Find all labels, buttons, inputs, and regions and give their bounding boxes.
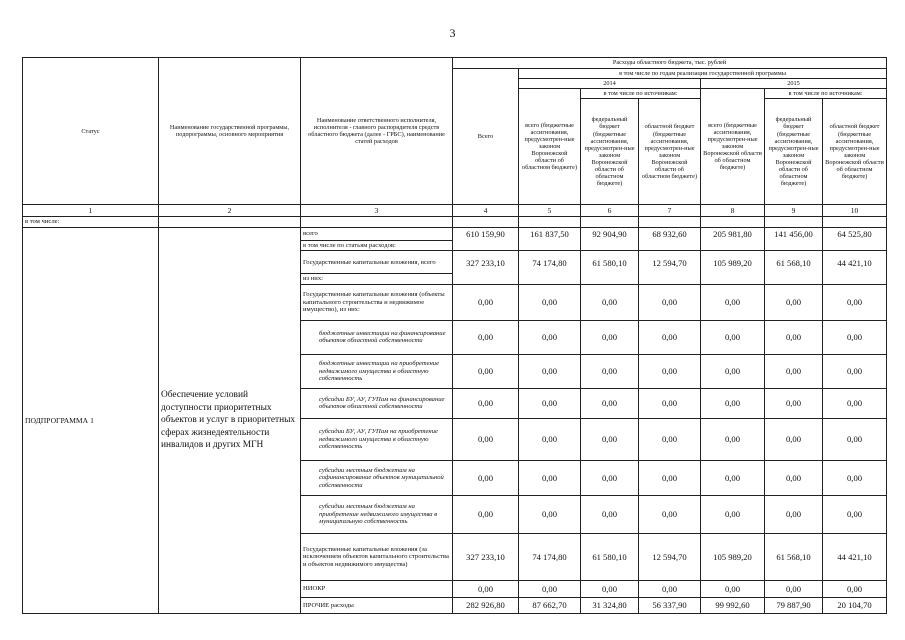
value-cell [823,240,887,251]
col-number: 8 [701,205,765,217]
in-total-row [23,217,887,228]
value-cell: 0,00 [639,284,701,320]
subprogram-name: Обеспечение условий доступности приоритетных объектов и услуг в приоритетных сферах жизнедеятельности инвалидов и других МГН [159,227,301,613]
value-cell: 0,00 [581,320,639,354]
value-cell [823,274,887,285]
value-cell: 64 525,80 [823,227,887,240]
value-cell: 0,00 [639,320,701,354]
value-cell: 0,00 [823,354,887,388]
expense-item-label: Государственные капитальные вложения (объекты капитального строительства и недвижимое имущество), из них: [301,284,453,320]
value-cell: 0,00 [823,460,887,495]
value-cell: 0,00 [765,460,823,495]
value-cell: 0,00 [701,460,765,495]
value-cell: 0,00 [823,320,887,354]
value-cell: 74 174,80 [519,533,581,580]
value-cell: 0,00 [765,284,823,320]
expense-item-label: субсидии БУ, АУ, ГУПам на приобретение недвижимого имущества в областную собственность [301,418,453,460]
value-cell: 327 233,10 [453,251,519,274]
col-number: 9 [765,205,823,217]
expense-item-label: НИОКР [301,580,453,597]
expense-item-label: всего [301,227,453,240]
value-cell: 0,00 [823,388,887,418]
value-cell: 0,00 [519,418,581,460]
header-2015-federal: федеральный бюджет (бюджетные ассигнования, предусмотрен-ные законом Воронежской области об областном бюджете) [765,99,823,205]
value-cell: 44 421,10 [823,533,887,580]
value-cell: 105 989,20 [701,533,765,580]
budget-table [22,57,887,614]
value-cell: 282 926,80 [453,597,519,613]
value-cell [701,240,765,251]
value-cell: 0,00 [765,495,823,533]
header-2015-regional: областной бюджет (бюджетные ассигнования, предусмотрен-ные законом Воронежской области об областном бюджете) [823,99,887,205]
value-cell: 0,00 [701,320,765,354]
header-total: Всего [453,69,519,205]
value-cell: 0,00 [823,418,887,460]
value-cell: 0,00 [701,580,765,597]
table-row [23,227,887,240]
value-cell: 105 989,20 [701,251,765,274]
value-cell: 205 981,80 [701,227,765,240]
value-cell: 74 174,80 [519,251,581,274]
value-cell: 20 104,70 [823,597,887,613]
col-number: 10 [823,205,887,217]
value-cell: 0,00 [453,284,519,320]
value-cell [581,274,639,285]
expense-item-label: из них: [301,274,453,285]
value-cell: 92 904,90 [581,227,639,240]
expense-item-label: в том числе по статьям расходов: [301,240,453,251]
page-number: 3 [449,26,456,40]
value-cell: 61 568,10 [765,533,823,580]
value-cell: 0,00 [639,495,701,533]
value-cell: 0,00 [581,495,639,533]
value-cell: 56 337,90 [639,597,701,613]
header-by-years: в том числе по годам реализации государственной программы [519,69,887,79]
col-number: 7 [639,205,701,217]
value-cell: 0,00 [701,418,765,460]
value-cell: 0,00 [519,320,581,354]
value-cell: 31 324,80 [581,597,639,613]
value-cell: 0,00 [519,495,581,533]
value-cell: 161 837,50 [519,227,581,240]
value-cell: 99 992,60 [701,597,765,613]
expense-item-label: субсидии БУ, АУ, ГУПам на финансирование объектов областной собственности [301,388,453,418]
value-cell: 0,00 [701,388,765,418]
value-cell: 0,00 [765,418,823,460]
value-cell [639,274,701,285]
value-cell: 87 662,70 [519,597,581,613]
value-cell [519,274,581,285]
value-cell: 0,00 [519,460,581,495]
value-cell: 0,00 [453,320,519,354]
value-cell: 0,00 [639,580,701,597]
header-expenses-title: Расходы областного бюджета, тыс. рублей [453,58,887,69]
value-cell: 0,00 [581,580,639,597]
value-cell: 12 594,70 [639,251,701,274]
header-executor: Наименование ответственного исполнителя, исполнителя - главного распорядителя средств областного бюджета (далее - ГРБС), наименование статей расходов [301,58,453,205]
header-2015-total: всего (бюджетные ассигнования, предусмотрен-ные законом Воронежской области об областном бюджете) [701,89,765,205]
header-2014-total: всего (бюджетные ассигнования, предусмотрен-ные законом Воронежской области об областном бюджете) [519,89,581,205]
value-cell: 0,00 [453,388,519,418]
value-cell: 0,00 [453,354,519,388]
value-cell [765,274,823,285]
col-number: 3 [301,205,453,217]
value-cell [765,240,823,251]
value-cell [453,240,519,251]
value-cell: 0,00 [519,284,581,320]
header-2015-sources: в том числе по источникам: [765,89,887,99]
value-cell: 0,00 [701,354,765,388]
header-2014-regional: областной бюджет (бюджетные ассигнования, предусмотрен-ные законом Воронежской области об областном бюджете) [639,99,701,205]
col-number: 4 [453,205,519,217]
value-cell: 44 421,10 [823,251,887,274]
value-cell: 0,00 [639,388,701,418]
value-cell: 610 159,90 [453,227,519,240]
col-number: 2 [159,205,301,217]
header-2014-sources: в том числе по источникам: [581,89,701,99]
column-numbers-row [23,205,887,217]
value-cell: 0,00 [639,460,701,495]
value-cell: 0,00 [823,284,887,320]
value-cell: 0,00 [519,354,581,388]
value-cell: 0,00 [581,460,639,495]
value-cell: 0,00 [765,320,823,354]
value-cell: 61 568,10 [765,251,823,274]
value-cell [701,274,765,285]
col-number: 1 [23,205,159,217]
header-2014-federal: федеральный бюджет (бюджетные ассигнования, предусмотрен-ные законом Воронежской области об областном бюджете) [581,99,639,205]
value-cell: 0,00 [765,388,823,418]
header-status: Статус [23,58,159,205]
in-total-label: в том числе: [23,217,159,228]
col-number: 6 [581,205,639,217]
expense-item-label: ПРОЧИЕ расходы [301,597,453,613]
value-cell: 0,00 [639,354,701,388]
header-program-name: Наименование государственной программы, подпрограммы, основного мероприятия [159,58,301,205]
value-cell: 0,00 [639,418,701,460]
subprogram-status: ПОДПРОГРАММА 1 [23,227,159,613]
value-cell: 0,00 [581,418,639,460]
value-cell: 0,00 [519,388,581,418]
value-cell: 0,00 [701,495,765,533]
value-cell [519,240,581,251]
expense-item-label: Государственные капитальные вложения (за исключением объектов капитального строительства и объектов недвижимого имущества) [301,533,453,580]
header-year-2015: 2015 [701,79,887,89]
value-cell: 0,00 [453,418,519,460]
value-cell: 0,00 [765,354,823,388]
value-cell [581,240,639,251]
value-cell: 68 932,60 [639,227,701,240]
expense-item-label: субсидии местным бюджетам на приобретение недвижимого имущества в муниципальную собственность [301,495,453,533]
value-cell [453,274,519,285]
value-cell: 0,00 [453,580,519,597]
value-cell: 0,00 [701,284,765,320]
value-cell: 61 580,10 [581,533,639,580]
value-cell: 0,00 [581,284,639,320]
col-number: 5 [519,205,581,217]
value-cell: 0,00 [823,580,887,597]
header-year-2014: 2014 [519,79,701,89]
value-cell: 327 233,10 [453,533,519,580]
expense-item-label: бюджетные инвестиции на финансирование объектов областной собственности [301,320,453,354]
value-cell: 0,00 [519,580,581,597]
expense-item-label: субсидии местным бюджетам на софинансирование объектов муниципальной собственности [301,460,453,495]
value-cell: 0,00 [453,460,519,495]
expense-item-label: бюджетные инвестиции на приобретение недвижимого имущества в областную собственность [301,354,453,388]
value-cell [639,240,701,251]
value-cell: 12 594,70 [639,533,701,580]
value-cell: 0,00 [581,388,639,418]
expense-item-label: Государственные капитальные вложения, всего [301,251,453,274]
value-cell: 79 887,90 [765,597,823,613]
value-cell: 0,00 [823,495,887,533]
value-cell: 61 580,10 [581,251,639,274]
value-cell: 141 456,00 [765,227,823,240]
value-cell: 0,00 [765,580,823,597]
value-cell: 0,00 [581,354,639,388]
value-cell: 0,00 [453,495,519,533]
